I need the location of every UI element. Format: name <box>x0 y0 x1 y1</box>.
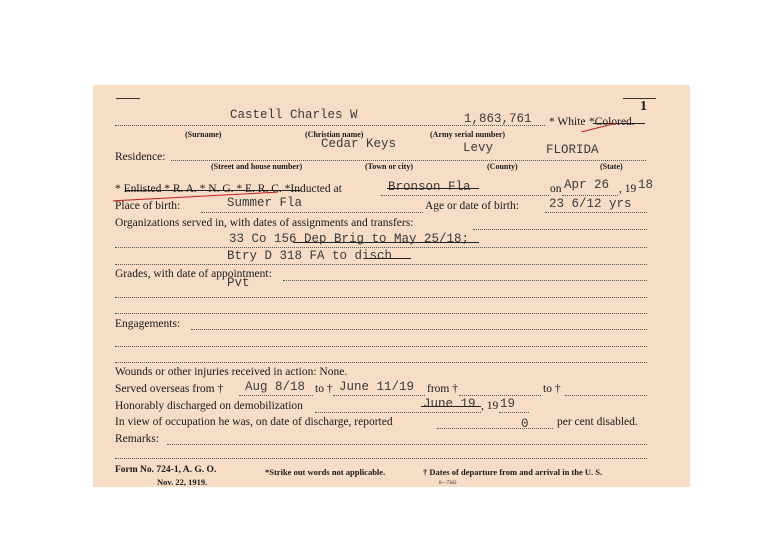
birthplace-label: Place of birth: <box>115 200 181 212</box>
inducted-date-line <box>562 195 618 196</box>
discharge-year-line <box>499 412 529 413</box>
top-left-rule <box>116 98 140 99</box>
caption-street: (Street and house number) <box>211 162 303 171</box>
to-label: to † <box>315 383 333 395</box>
engagements-line-1 <box>115 346 647 347</box>
footnote-strike: *Strike out words not applicable. <box>265 467 386 477</box>
year-prefix: , 19 <box>619 183 637 195</box>
caption-surname: (Surname) <box>185 130 222 139</box>
engagements-line-2 <box>115 362 647 363</box>
grades-line-0 <box>283 280 647 281</box>
christian-name-value: Charles W <box>290 108 358 122</box>
colored-strike <box>593 123 645 124</box>
organization-2-strike <box>365 258 411 259</box>
percent-disabled-value: 0 <box>521 417 529 431</box>
age-value: 23 6/12 yrs <box>549 197 632 211</box>
surname-value: Castell <box>230 108 283 122</box>
town-value: Cedar Keys <box>321 137 397 151</box>
enlisted-strike <box>125 190 301 191</box>
birthplace-line <box>201 212 423 213</box>
remarks-line-1 <box>115 458 647 459</box>
organization-1-strike <box>293 242 479 243</box>
organizations-label: Organizations served in, with dates of assignments and transfers: <box>115 217 414 229</box>
footnote-dates: † Dates of departure from and arrival in the U. S. <box>423 467 603 477</box>
grades-line-1 <box>115 297 647 298</box>
colored-label: *Colored. <box>589 116 635 128</box>
print-code: 8—7363 <box>439 481 457 486</box>
caption-serial-number: (Army serial number) <box>430 130 506 139</box>
inducted-at-strike <box>387 188 479 189</box>
on-label: on <box>550 183 562 195</box>
discharge-date-value: June 19 <box>423 397 476 411</box>
grades-label: Grades, with date of appointment: <box>115 268 272 280</box>
overseas-to-line <box>333 395 425 396</box>
discharge-year-prefix: , 19 <box>481 400 499 412</box>
grades-line-2 <box>115 313 647 314</box>
organization-1-value: 33 Co 156 Dep Brig to May 25/18; <box>229 232 470 246</box>
white-label: * White <box>549 116 586 128</box>
overseas-from-line <box>239 395 313 396</box>
caption-christian-name: (Christian name) <box>305 130 364 139</box>
served-overseas-label: Served overseas from † <box>115 383 224 395</box>
remarks-label: Remarks: <box>115 433 160 445</box>
grade-value: Pvt <box>227 276 250 290</box>
overseas-to-value: June 11/19 <box>339 380 415 394</box>
form-label: Form No. 724-1, A. G. O. <box>115 465 217 475</box>
organizations-line-1 <box>115 247 647 248</box>
organization-2-value: Btry D 318 FA to disch <box>227 249 393 263</box>
inducted-date-value: Apr 26 <box>564 178 610 192</box>
county-value: Levy <box>463 141 494 155</box>
organizations-line-0 <box>473 229 647 230</box>
engagements-label: Engagements: <box>115 318 181 330</box>
organizations-line-2 <box>115 264 647 265</box>
from-line <box>459 395 541 396</box>
form-date: Nov. 22, 1919. <box>157 477 208 487</box>
discharge-line <box>315 412 481 413</box>
service-record-card <box>93 85 690 487</box>
remarks-line-0 <box>167 444 647 445</box>
inducted-year-value: 18 <box>638 178 654 192</box>
serial-number-value: 1,863,761 <box>464 112 532 126</box>
residence-label: Residence: <box>115 151 166 163</box>
residence-line <box>171 160 646 161</box>
percent-label: per cent disabled. <box>557 416 638 428</box>
inducted-at-value: Bronson Fla <box>388 180 471 194</box>
age-label: Age or date of birth: <box>425 200 519 212</box>
discharge-year-value: 19 <box>500 397 516 411</box>
inducted-at-line <box>381 195 549 196</box>
discharge-date-strike <box>421 406 481 407</box>
card-number: 1 <box>640 99 647 114</box>
to-line-2 <box>565 395 647 396</box>
occupation-line <box>437 428 553 429</box>
caption-state: (State) <box>600 162 623 171</box>
caption-county: (County) <box>487 162 518 171</box>
age-line <box>545 212 647 213</box>
from-label: from † <box>427 383 458 395</box>
occupation-label: In view of occupation he was, on date of discharge, reported <box>115 416 393 428</box>
to-label-2: to † <box>543 383 561 395</box>
enlisted-label: * Enlisted * R. A. * N. G. * E. R. C. *Inducted at <box>115 183 342 195</box>
discharge-label: Honorably discharged on demobilization <box>115 400 303 412</box>
caption-town: (Town or city) <box>365 162 413 171</box>
wounds-label: Wounds or other injuries received in action: None. <box>115 366 348 378</box>
engagements-line-0 <box>191 329 647 330</box>
birthplace-value: Summer Fla <box>227 196 303 210</box>
state-value: FLORIDA <box>546 143 599 157</box>
name-line <box>115 125 545 126</box>
overseas-from-value: Aug 8/18 <box>245 380 306 394</box>
